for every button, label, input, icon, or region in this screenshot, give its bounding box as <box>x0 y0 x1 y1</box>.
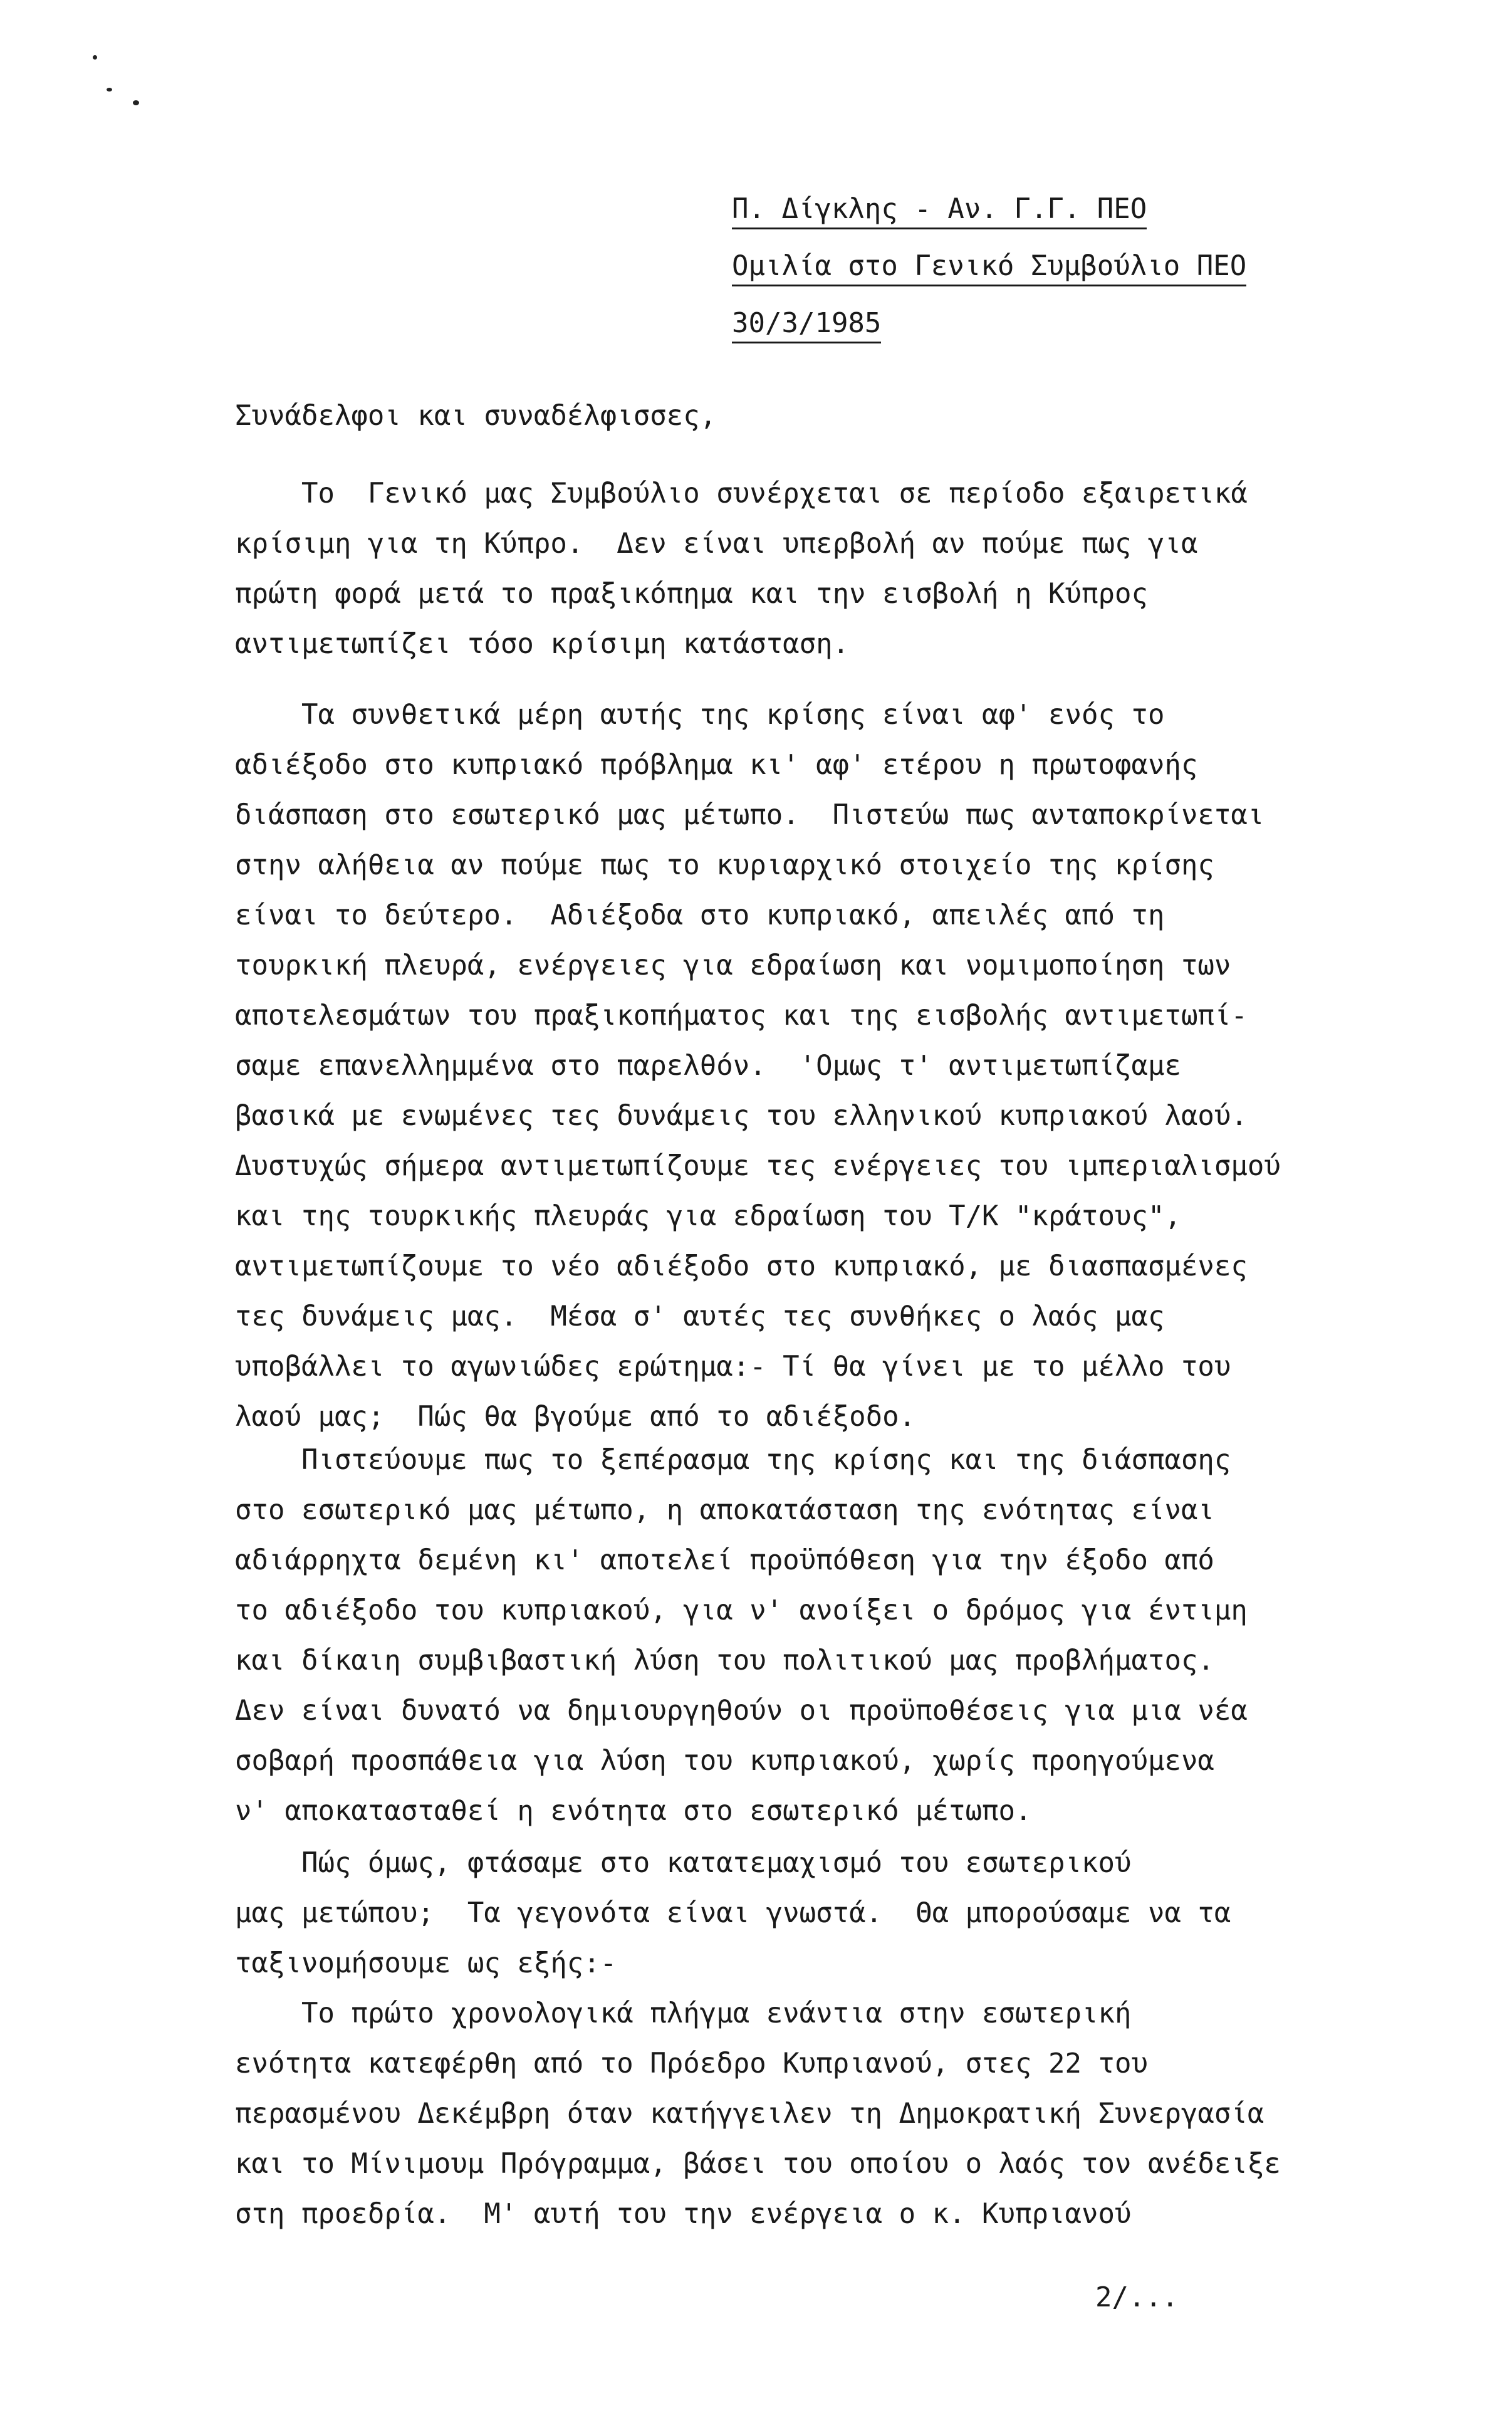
body-line: Πιστεύουμε πως το ξεπέρασμα της κρίσης και της διάσπασης <box>235 1444 1231 1476</box>
body-line: ν' αποκατασταθεί η ενότητα στο εσωτερικό μέτωπο. <box>235 1795 1032 1827</box>
body-line: και το Μίνιμουμ Πρόγραμμα, βάσει του οποίου ο λαός τον ανέδειξε <box>235 2148 1281 2180</box>
author-line: Π. Δίγκλης - Αν. Γ.Γ. ΠΕΟ <box>732 191 1147 229</box>
body-line: αδιάρρηχτα δεμένη κι' αποτελεί προϋπόθεση για την έξοδο από <box>235 1544 1214 1576</box>
scan-speck <box>107 88 112 92</box>
body-line: το αδιέξοδο του κυπριακού, για ν' ανοίξει ο δρόμος για έντιμη <box>235 1594 1248 1626</box>
body-line: αδιέξοδο στο κυπριακό πρόβλημα κι' αφ' ετέρου η πρωτοφανής <box>235 749 1198 781</box>
body-line: στην αλήθεια αν πούμε πως το κυριαρχικό στοιχείο της κρίσης <box>235 849 1214 881</box>
body-line: σοβαρή προσπάθεια για λύση του κυπριακού, χωρίς προηγούμενα <box>235 1745 1214 1777</box>
body-line: και δίκαιη συμβιβαστική λύση του πολιτικού μας προβλήματος. <box>235 1645 1214 1677</box>
body-line: αντιμετωπίζει τόσο κρίσιμη κατάσταση. <box>235 628 850 660</box>
body-line: βασικά με ενωμένες τες δυνάμεις του ελληνικού κυπριακού λαού. <box>235 1100 1248 1132</box>
body-line: αντιμετωπίζουμε το νέο αδιέξοδο στο κυπριακό, με διασπασμένες <box>235 1250 1248 1282</box>
body-line: αποτελεσμάτων του πραξικοπήματος και της εισβολής αντιμετωπί- <box>235 1000 1248 1032</box>
salutation: Συνάδελφοι και συναδέλφισσες, <box>235 400 717 432</box>
body-line: λαού μας; Πώς θα βγούμε από το αδιέξοδο. <box>235 1401 916 1433</box>
document-header <box>732 185 1246 356</box>
body-line: τουρκική πλευρά, ενέργειες για εδραίωση και νομιμοποίηση των <box>235 950 1231 981</box>
body-line: μας μετώπου; Τα γεγονότα είναι γνωστά. Θα μπορούσαμε να τα <box>235 1897 1231 1929</box>
body-line: Πώς όμως, φτάσαμε στο κατατεμαχισμό του εσωτερικού <box>235 1847 1132 1879</box>
body-line: στο εσωτερικό μας μέτωπο, η αποκατάσταση της ενότητας είναι <box>235 1494 1214 1526</box>
speech-title: Ομιλία στο Γενικό Συμβούλιο ΠΕΟ <box>732 248 1246 286</box>
body-line: είναι το δεύτερο. Αδιέξοδα στο κυπριακό, απειλές από τη <box>235 899 1165 931</box>
body-line: Τα συνθετικά μέρη αυτής της κρίσης είναι αφ' ενός το <box>235 699 1165 731</box>
body-line: υποβάλλει το αγωνιώδες ερώτημα:- Τί θα γίνει με το μέλλο του <box>235 1351 1231 1383</box>
body-line: σαμε επανελλημμένα στο παρελθόν. 'Ομως τ' αντιμετωπίζαμε <box>235 1050 1181 1082</box>
scan-speck <box>133 100 139 105</box>
body-line: Το πρώτο χρονολογικά πλήγμα ενάντια στην εσωτερική <box>235 1997 1132 2029</box>
body-line: και της τουρκικής πλευράς για εδραίωση του Τ/Κ "κράτους", <box>235 1200 1181 1232</box>
body-line: διάσπαση στο εσωτερικό μας μέτωπο. Πιστεύω πως ανταποκρίνεται <box>235 799 1264 831</box>
body-line: τες δυνάμεις μας. Μέσα σ' αυτές τες συνθήκες ο λαός μας <box>235 1300 1165 1332</box>
scan-speck <box>93 55 97 60</box>
body-line: κρίσιμη για τη Κύπρο. Δεν είναι υπερβολή αν πούμε πως για <box>235 528 1198 560</box>
body-line: ταξινομήσουμε ως εξής:- <box>235 1947 617 1979</box>
body-line: πρώτη φορά μετά το πραξικόπημα και την εισβολή η Κύπρος <box>235 578 1148 610</box>
body-line: περασμένου Δεκέμβρη όταν κατήγγειλεν τη Δημοκρατική Συνεργασία <box>235 2098 1264 2130</box>
body-line: Δεν είναι δυνατό να δημιουργηθούν οι προϋποθέσεις για μια νέα <box>235 1695 1248 1727</box>
body-line: ενότητα κατεφέρθη από το Πρόεδρο Κυπριανού, στες 22 του <box>235 2048 1148 2080</box>
page-number: 2/... <box>1095 2281 1179 2313</box>
body-line: Δυστυχώς σήμερα αντιμετωπίζουμε τες ενέργειες του ιμπεριαλισμού <box>235 1150 1281 1182</box>
body-line: στη προεδρία. Μ' αυτή του την ενέργεια ο κ. Κυπριανού <box>235 2198 1132 2230</box>
document-date: 30/3/1985 <box>732 305 881 343</box>
body-line: Το Γενικό μας Συμβούλιο συνέρχεται σε περίοδο εξαιρετικά <box>235 478 1248 510</box>
